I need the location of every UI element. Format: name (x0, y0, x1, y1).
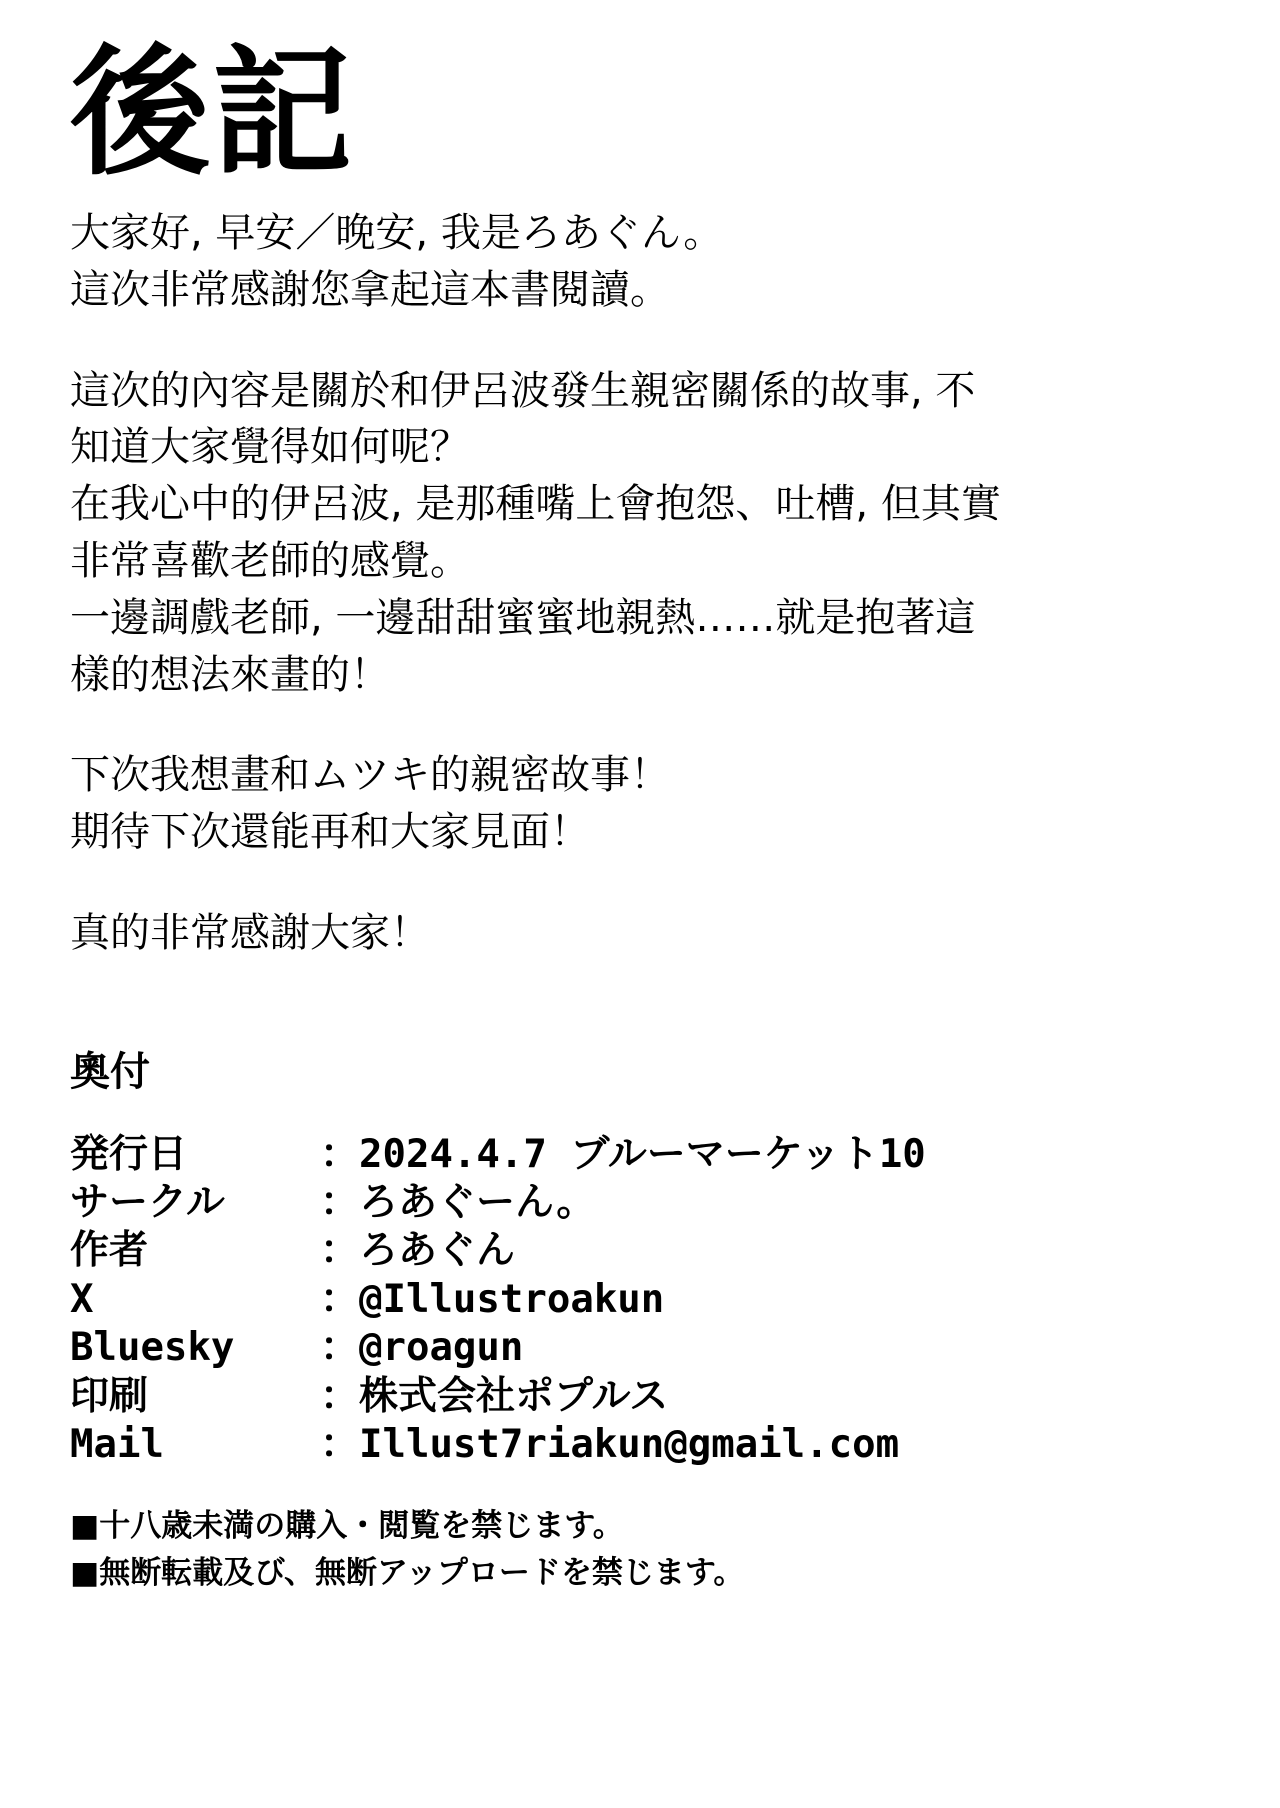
colophon-value-mail[interactable]: Illust7riakun@gmail.com (359, 1421, 900, 1467)
afterword-paragraph-3-line-2: 期待下次還能再和大家見面！ (70, 809, 590, 856)
colophon-separator: ： (320, 1373, 360, 1419)
table-row (70, 1227, 926, 1275)
notice-age-restriction: ■十八歳未満の購入・閲覧を禁じます。 (70, 1508, 624, 1545)
colophon-separator: ： (320, 1276, 360, 1322)
afterword-paragraph-2-line-2: 知道大家覺得如何呢？ (70, 424, 470, 471)
afterword-paragraph-2-line-5: 一邊調戲老師, 一邊甜甜蜜蜜地親熱……就是抱著這 (70, 594, 976, 641)
colophon-value: ろあぐーん。 (359, 1180, 596, 1226)
afterword-paragraph-4-line-1: 真的非常感謝大家！ (70, 909, 430, 956)
table-row (70, 1421, 926, 1469)
colophon-label: 発行日 (70, 1131, 188, 1177)
colophon-value: 2024.4.7 ブルーマーケット10 (359, 1131, 926, 1177)
table-row (70, 1179, 926, 1227)
notice-no-reupload: ■無断転載及び、無断アップロードを禁じます。 (70, 1554, 745, 1591)
colophon-heading: 奧付 (70, 1048, 150, 1095)
afterword-paragraph-1-line-2: 這次非常感謝您拿起這本書閱讀。 (70, 266, 670, 313)
afterword-paragraph-2-line-3: 在我心中的伊呂波, 是那種嘴上會抱怨、吐槽, 但其實 (70, 481, 1001, 528)
colophon-label: 作者 (70, 1228, 149, 1274)
afterword-paragraph-2-line-6: 樣的想法來畫的！ (70, 651, 390, 698)
colophon-table (70, 1131, 926, 1470)
colophon-separator: ： (320, 1325, 360, 1371)
colophon-separator: ： (320, 1421, 360, 1467)
paragraph-gap (70, 319, 1080, 363)
table-row (70, 1131, 926, 1179)
colophon-label: 印刷 (70, 1373, 149, 1419)
afterword-text (70, 205, 1080, 962)
colophon-separator: ： (320, 1131, 360, 1177)
paragraph-gap (70, 703, 1080, 747)
afterword-paragraph-1-line-1: 大家好, 早安／晚安, 我是ろあぐん。 (70, 210, 724, 256)
afterword-paragraph-3-line-1: 下次我想畫和ムツキ的親密故事！ (70, 752, 670, 799)
page-title: 後記 (70, 32, 355, 195)
paragraph-gap (70, 861, 1080, 905)
colophon-label: Bluesky (70, 1325, 235, 1371)
colophon-value[interactable]: @Illustroakun (359, 1276, 665, 1322)
notices (70, 1503, 1210, 1596)
table-row (70, 1373, 926, 1421)
table-row (70, 1276, 926, 1324)
colophon-value: 株式会社ポプルス (359, 1373, 669, 1419)
colophon-value: ろあぐん (359, 1228, 516, 1274)
colophon-label: X (70, 1276, 94, 1322)
colophon-label: Mail (70, 1421, 164, 1467)
colophon-separator: ： (320, 1180, 360, 1226)
colophon-value[interactable]: @roagun (359, 1325, 524, 1371)
table-row (70, 1324, 926, 1372)
afterword-paragraph-2-line-4: 非常喜歡老師的感覺。 (70, 537, 470, 584)
afterword-paragraph-2-line-1: 這次的內容是關於和伊呂波發生親密關係的故事, 不 (70, 367, 976, 414)
colophon-label: サークル (70, 1180, 225, 1226)
colophon-separator: ： (320, 1228, 360, 1274)
section-gap (70, 962, 1210, 1040)
